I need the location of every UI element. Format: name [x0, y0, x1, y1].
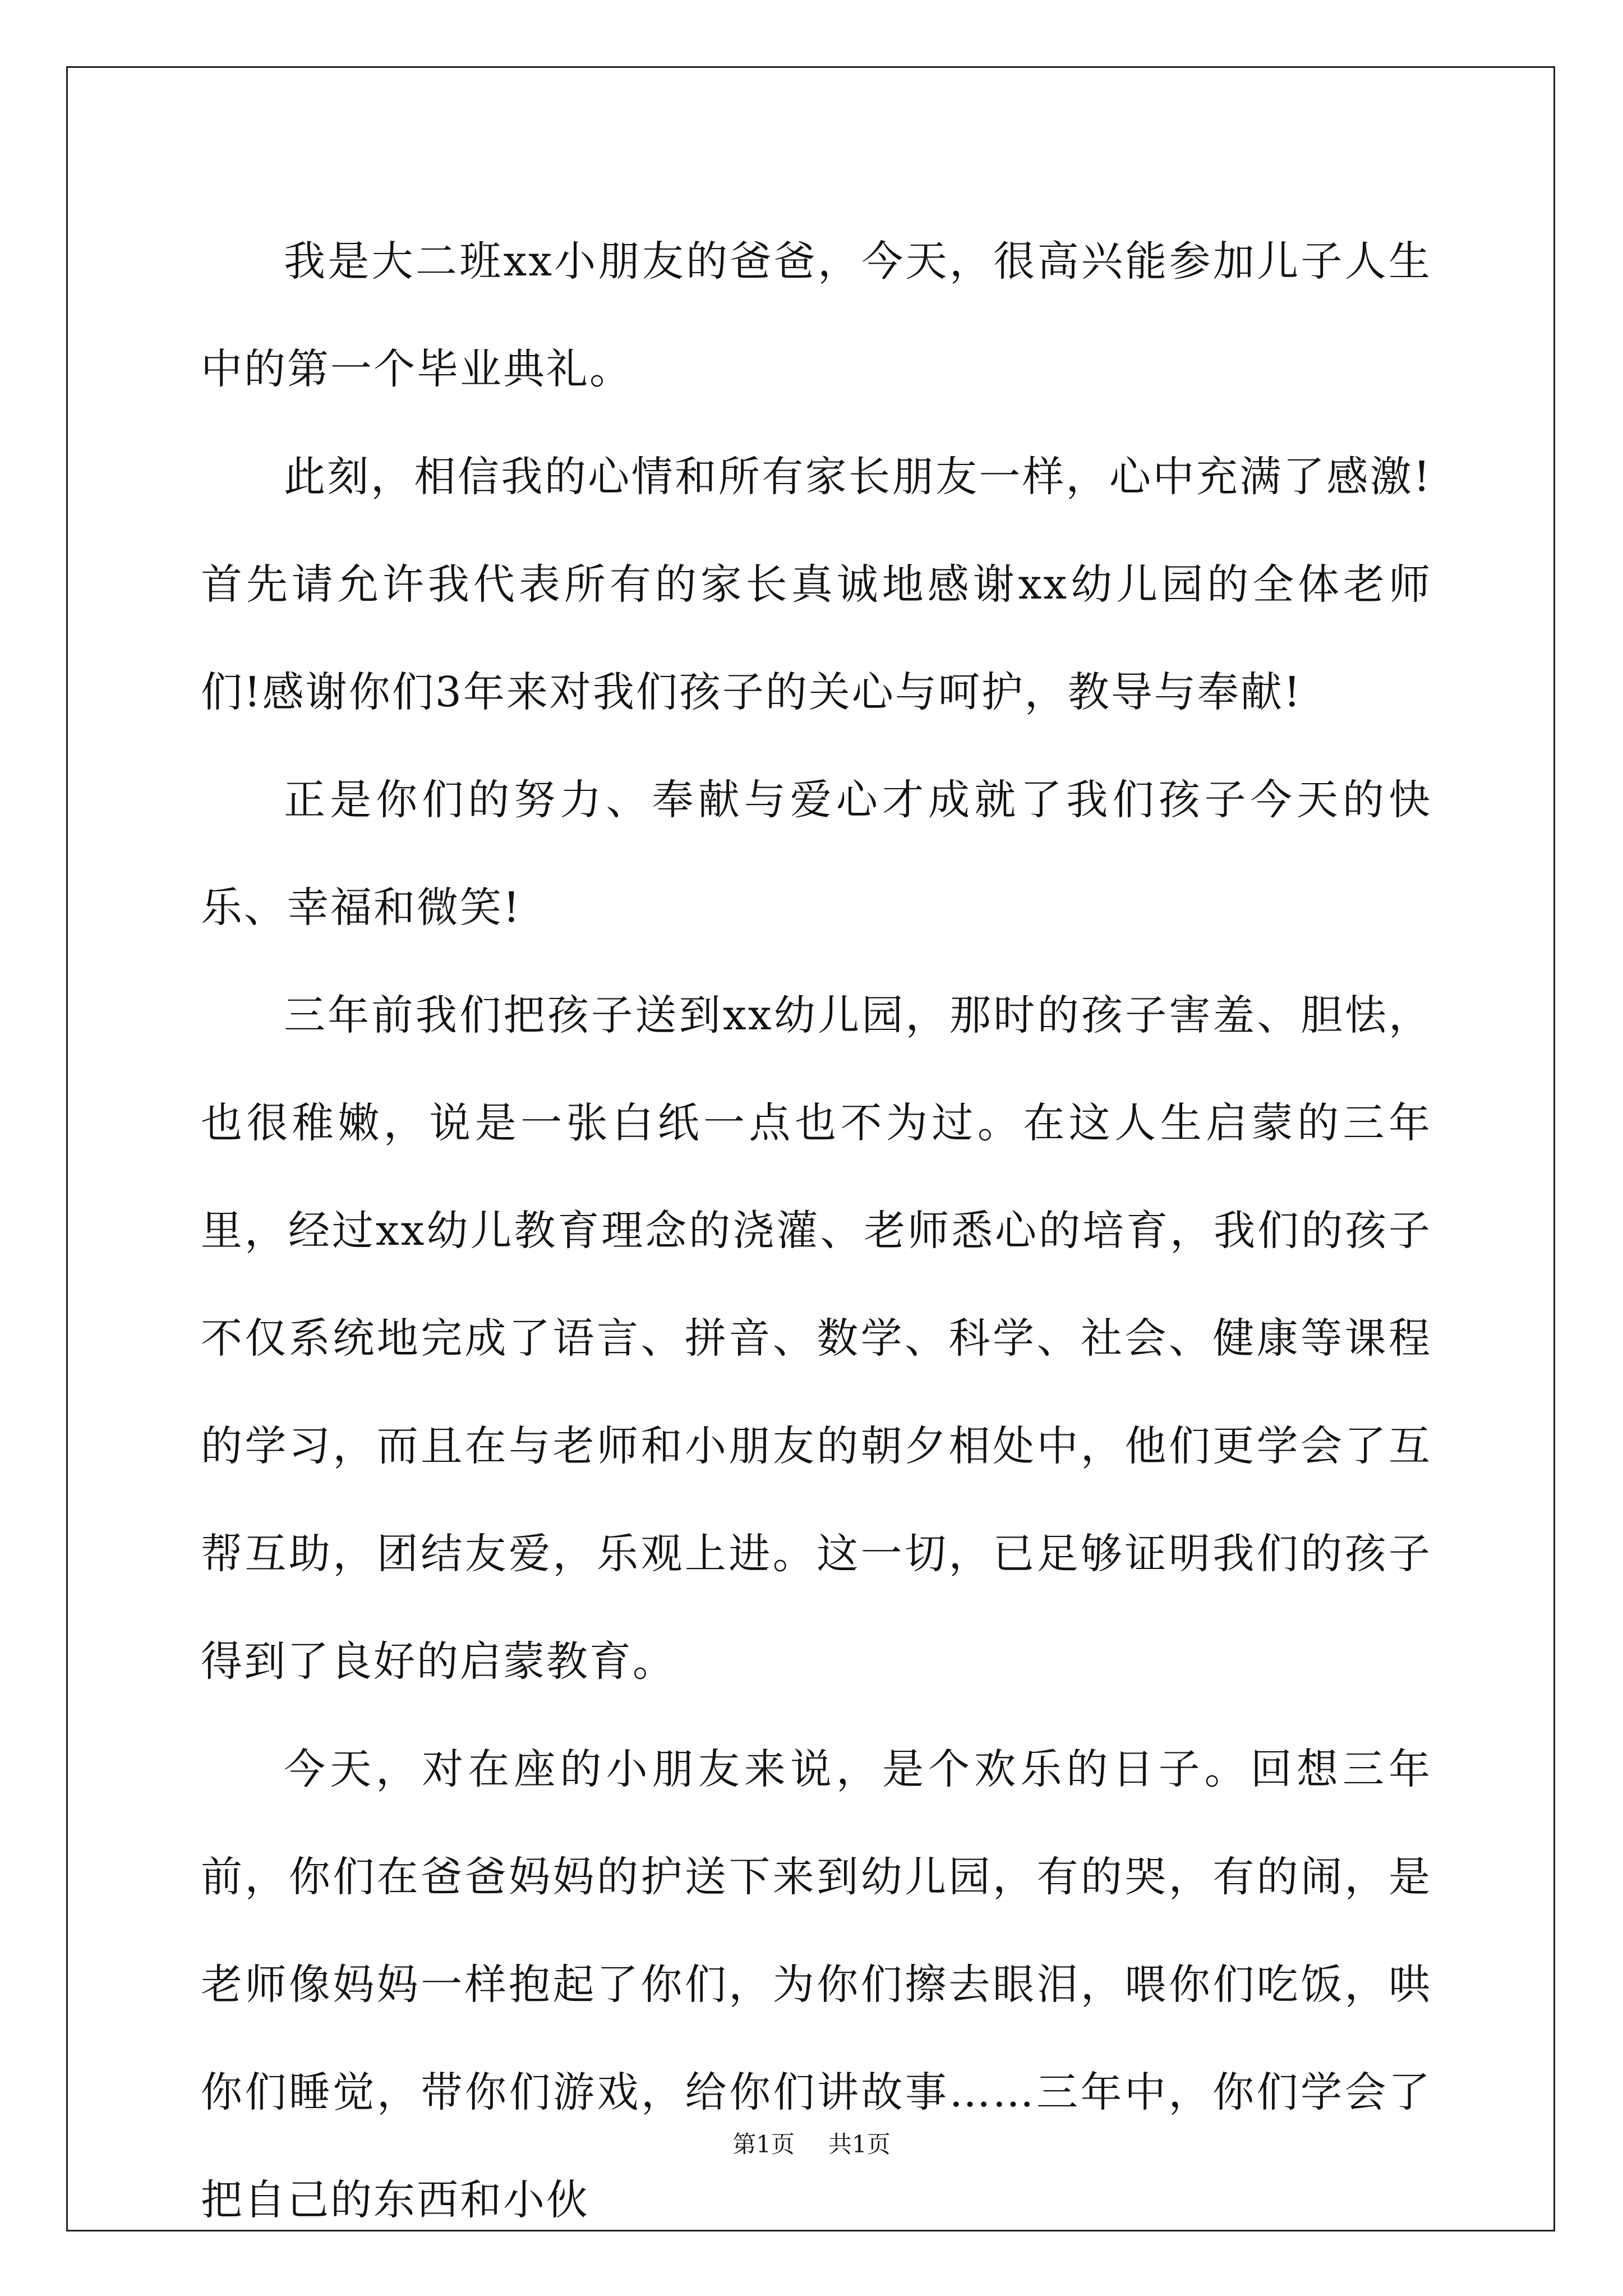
- paragraph-3: 正是你们的努力、奉献与爱心才成就了我们孩子今天的快乐、幸福和微笑!: [201, 776, 1432, 932]
- page-number-current: 第1页: [732, 2131, 795, 2158]
- page-footer: [0, 2126, 1623, 2160]
- paragraph-1: 我是大二班xx小朋友的爸爸，今天，很高兴能参加儿子人生中的第一个毕业典礼。: [201, 237, 1432, 393]
- paragraph-4: 三年前我们把孩子送到xx幼儿园，那时的孩子害羞、胆怯，也很稚嫩，说是一张白纸一点也不为过。在这人生启蒙的三年里，经过xx幼儿教育理念的浇灌、老师悉心的培育，我们的孩子不仅系统地完成了语言、拼音、数学、科学、社会、健康等课程的学习，而且在与老师和小朋友的朝夕相处中，他们更学会了互帮互助，团结友爱，乐观上进。这一切，已足够证明我们的孩子得到了良好的启蒙教育。: [201, 991, 1432, 1686]
- paragraph-5: 今天，对在座的小朋友来说，是个欢乐的日子。回想三年前，你们在爸爸妈妈的护送下来到幼儿园，有的哭，有的闹，是老师像妈妈一样抱起了你们，为你们擦去眼泪，喂你们吃饭，哄你们睡觉，带你们游戏，给你们讲故事……三年中，你们学会了把自己的东西和小伙: [201, 1745, 1432, 2224]
- paragraph-2: 此刻，相信我的心情和所有家长朋友一样，心中充满了感激!首先请允许我代表所有的家长真诚地感谢xx幼儿园的全体老师们!感谢你们3年来对我们孩子的关心与呵护，教导与奉献!: [201, 453, 1432, 716]
- document-body: [201, 208, 1432, 2254]
- page-number-total: 共1页: [828, 2131, 891, 2158]
